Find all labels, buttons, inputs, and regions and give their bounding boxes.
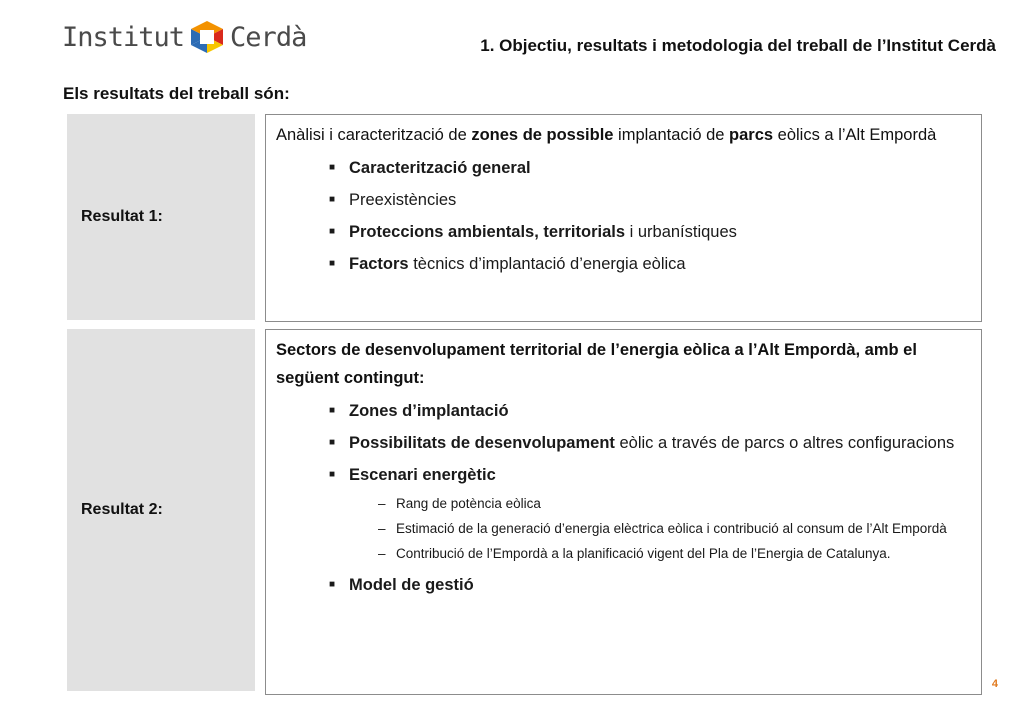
- list-item-text: Preexistències: [349, 191, 457, 209]
- logo-text-cerda: Cerdà: [230, 21, 307, 53]
- list-item-bold: Escenari energètic: [349, 466, 496, 484]
- result1-lead-bold: zones de possible: [471, 126, 614, 144]
- result1-label-cell: [67, 114, 255, 320]
- sub-list-item: [378, 492, 971, 516]
- result1-lead-text: Anàlisi i caracterització de: [276, 126, 472, 144]
- result2-label-cell: [67, 329, 255, 691]
- section-subtitle: Els resultats del treball són:: [63, 84, 290, 103]
- list-item: [329, 462, 971, 566]
- list-item-text: tècnics d’implantació d’energia eòlica: [408, 255, 686, 273]
- result1-lead-text: implantació de: [613, 126, 730, 144]
- dash-bullet-icon: –: [378, 546, 386, 561]
- list-item: [329, 398, 971, 424]
- result1-content-cell: [265, 114, 982, 322]
- sub-list-item-text: Contribució de l’Empordà a la planificació vigent del Pla de l’Energia de Catalunya.: [396, 546, 891, 561]
- list-item-bold: Proteccions ambientals, territorials: [349, 223, 626, 241]
- list-item: [329, 187, 971, 213]
- result1-label: Resultat 1:: [81, 208, 163, 225]
- list-item-text: i urbanístiques: [625, 223, 737, 241]
- result2-label: Resultat 2:: [81, 501, 163, 518]
- result1-lead-text: eòlics a l’Alt Empordà: [773, 126, 937, 144]
- list-item: [329, 219, 971, 245]
- sub-list-item-text: Estimació de la generació d’energia elèctrica eòlica i contribució al consum de l’Alt Empordà: [396, 521, 947, 536]
- dash-bullet-icon: –: [378, 496, 386, 511]
- square-bullet-icon: ■: [329, 437, 336, 448]
- list-item: [329, 430, 971, 456]
- list-item-bold: Zones d’implantació: [349, 402, 509, 420]
- result2-list: [276, 398, 971, 598]
- list-item-bold: Model de gestió: [349, 576, 474, 594]
- result1-lead-bold: parcs: [729, 126, 774, 144]
- logo-text-institut: Institut: [62, 21, 185, 53]
- sub-list-item: [378, 517, 971, 541]
- square-bullet-icon: ■: [329, 405, 336, 416]
- institut-cerda-logo: [62, 17, 306, 57]
- result2-lead: Sectors de desenvolupament territorial de l’energia eòlica a l’Alt Empordà, amb el següent contingut:: [276, 341, 917, 387]
- list-item: [329, 572, 971, 598]
- page-number: 4: [991, 678, 998, 690]
- square-bullet-icon: ■: [329, 579, 336, 590]
- list-item-bold: Possibilitats de desenvolupament: [349, 434, 615, 452]
- dash-bullet-icon: –: [378, 521, 386, 536]
- energy-scenario-sublist: [349, 492, 971, 566]
- result1-lead: [276, 121, 971, 149]
- square-bullet-icon: ■: [329, 162, 336, 173]
- result2-content-cell: [265, 329, 982, 695]
- list-item: [329, 251, 971, 277]
- sub-list-item: [378, 542, 971, 566]
- list-item-bold: Caracterització general: [349, 159, 531, 177]
- result1-list: [276, 155, 971, 277]
- list-item-text: eòlic a través de parcs o altres configuracions: [614, 434, 955, 452]
- square-bullet-icon: ■: [329, 258, 336, 269]
- list-item-bold: Factors: [349, 255, 409, 273]
- square-bullet-icon: ■: [329, 469, 336, 480]
- sub-list-item-text: Rang de potència eòlica: [396, 496, 541, 511]
- page-title: 1. Objectiu, resultats i metodologia del treball de l’Institut Cerdà: [480, 36, 996, 55]
- logo-mark-icon: [190, 20, 224, 54]
- list-item: [329, 155, 971, 181]
- square-bullet-icon: ■: [329, 226, 336, 237]
- square-bullet-icon: ■: [329, 194, 336, 205]
